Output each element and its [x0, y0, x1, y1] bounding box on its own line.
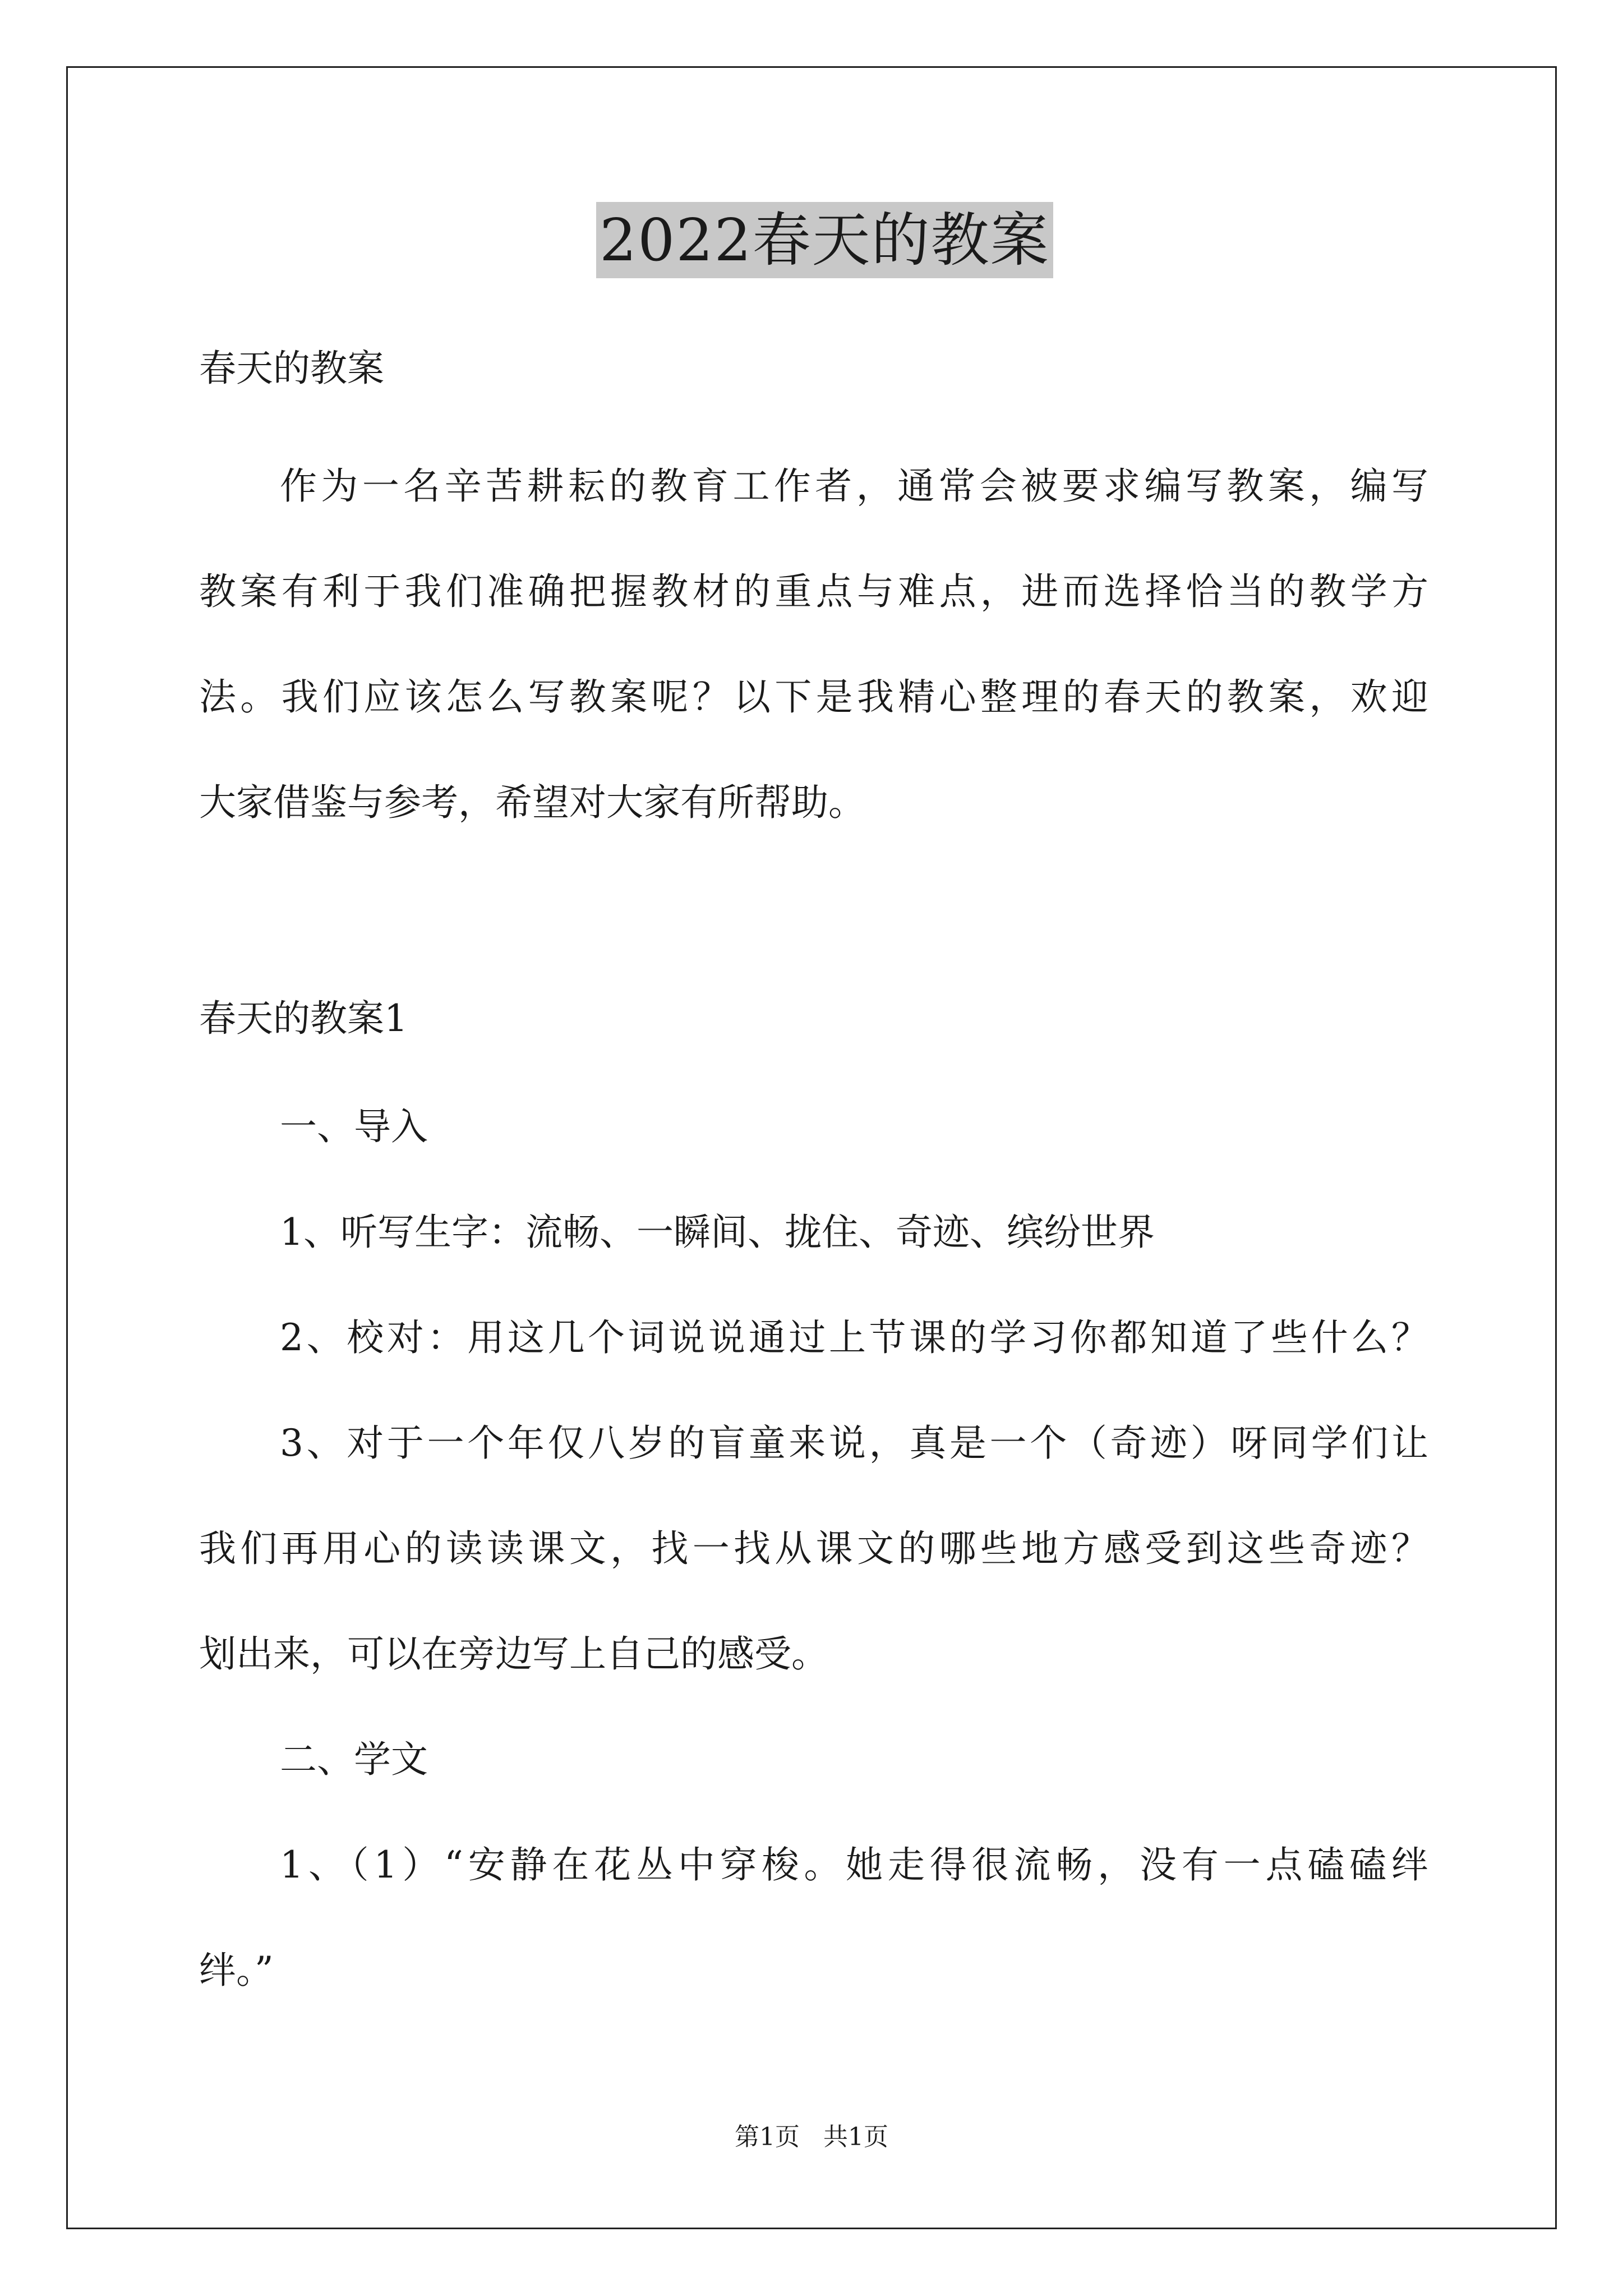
- paragraph-line: 作为一名辛苦耕耘的教育工作者，通常会被要求编写教案，编写: [280, 464, 1428, 508]
- page-footer: 第1页 共1页: [735, 2123, 888, 2151]
- section-heading: 春天的教案: [199, 347, 384, 390]
- paragraph-line: 法。我们应该怎么写教案呢？以下是我精心整理的春天的教案，欢迎: [199, 675, 1428, 719]
- paragraph-line: 大家借鉴与参考，希望对大家有所帮助。: [199, 781, 865, 824]
- paragraph-line: 绊。”: [199, 1949, 274, 1992]
- list-item: 1、（1）“安静在花丛中穿梭。她走得很流畅，没有一点磕磕绊: [280, 1843, 1428, 1887]
- list-item: 1、听写生字：流畅、一瞬间、拢住、奇迹、缤纷世界: [280, 1211, 1155, 1254]
- subsection-heading: 二、学文: [280, 1738, 428, 1781]
- section-heading: 春天的教案1: [199, 997, 408, 1040]
- paragraph-line: 教案有利于我们准确把握教材的重点与难点，进而选择恰当的教学方: [199, 570, 1428, 613]
- document-title: 2022春天的教案: [596, 202, 1053, 278]
- paragraph-line: 我们再用心的读读课文，找一找从课文的哪些地方感受到这些奇迹？: [199, 1527, 1428, 1570]
- paragraph-line: 划出来，可以在旁边写上自己的感受。: [199, 1632, 828, 1676]
- list-item: 2、校对：用这几个词说说通过上节课的学习你都知道了些什么？: [280, 1316, 1428, 1359]
- subsection-heading: 一、导入: [280, 1105, 428, 1148]
- list-item: 3、对于一个年仅八岁的盲童来说，真是一个（奇迹）呀同学们让: [280, 1421, 1428, 1465]
